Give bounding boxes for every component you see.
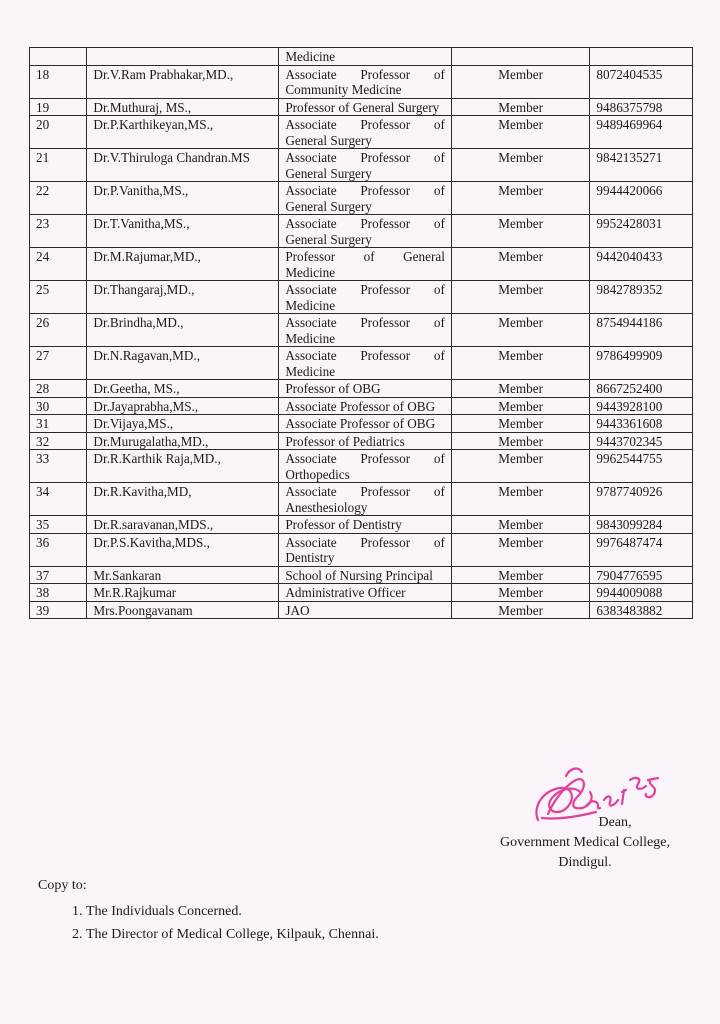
member-role: Member <box>451 65 590 98</box>
row-number: 19 <box>30 98 87 116</box>
copy-to-list <box>38 902 379 945</box>
row-number: 31 <box>30 415 87 433</box>
member-role: Member <box>451 182 590 215</box>
member-role: Member <box>451 314 590 347</box>
signoff-place: Dindigul. <box>558 855 612 870</box>
row-number: 38 <box>30 584 87 602</box>
row-number: 33 <box>30 450 87 483</box>
row-number <box>30 48 87 66</box>
member-name: Mr.R.Rajkumar <box>87 584 279 602</box>
member-role: Member <box>451 516 590 534</box>
signoff-institution: Government Medical College, <box>500 835 670 850</box>
member-phone: 9952428031 <box>590 215 693 248</box>
member-phone: 9489469964 <box>590 116 693 149</box>
row-number: 37 <box>30 566 87 584</box>
row-number: 35 <box>30 516 87 534</box>
table-row <box>30 450 693 483</box>
member-name: Dr.M.Rajumar,MD., <box>87 248 279 281</box>
member-phone: 7904776595 <box>590 566 693 584</box>
copy-to-section <box>38 876 379 948</box>
member-role: Member <box>451 116 590 149</box>
member-phone: 9443361608 <box>590 415 693 433</box>
table-row <box>30 116 693 149</box>
member-designation: Associate Professor of Medicine <box>279 347 452 380</box>
members-table <box>29 47 693 619</box>
row-number: 18 <box>30 65 87 98</box>
member-name: Mr.Sankaran <box>87 566 279 584</box>
member-phone: 9843099284 <box>590 516 693 534</box>
member-phone: 6383483882 <box>590 601 693 619</box>
member-phone: 9944420066 <box>590 182 693 215</box>
table-row <box>30 566 693 584</box>
member-role: Member <box>451 432 590 450</box>
member-role: Member <box>451 483 590 516</box>
member-phone: 8072404535 <box>590 65 693 98</box>
member-role: Member <box>451 98 590 116</box>
row-number: 36 <box>30 533 87 566</box>
member-role: Member <box>451 281 590 314</box>
member-designation: Associate Professor of Community Medicine <box>279 65 452 98</box>
member-name: Dr.P.Karthikeyan,MS., <box>87 116 279 149</box>
table-row <box>30 281 693 314</box>
row-number: 23 <box>30 215 87 248</box>
table-row <box>30 314 693 347</box>
member-designation: Associate Professor of General Surgery <box>279 215 452 248</box>
table-row <box>30 601 693 619</box>
member-name: Dr.R.Karthik Raja,MD., <box>87 450 279 483</box>
member-designation: Associate Professor of General Surgery <box>279 182 452 215</box>
member-phone: 9786499909 <box>590 347 693 380</box>
member-name: Dr.P.Vanitha,MS., <box>87 182 279 215</box>
table-row <box>30 483 693 516</box>
member-role: Member <box>451 215 590 248</box>
table-body <box>30 48 693 619</box>
member-role <box>451 48 590 66</box>
table-row <box>30 248 693 281</box>
member-designation: Professor of OBG <box>279 380 452 398</box>
member-name: Dr.V.Thiruloga Chandran.MS <box>87 149 279 182</box>
table-row <box>30 415 693 433</box>
member-phone: 9962544755 <box>590 450 693 483</box>
row-number: 28 <box>30 380 87 398</box>
member-role: Member <box>451 584 590 602</box>
member-name: Dr.V.Ram Prabhakar,MD., <box>87 65 279 98</box>
member-role: Member <box>451 601 590 619</box>
member-name: Dr.Thangaraj,MD., <box>87 281 279 314</box>
row-number: 20 <box>30 116 87 149</box>
row-number: 30 <box>30 397 87 415</box>
table-row <box>30 533 693 566</box>
member-designation: Associate Professor of Dentistry <box>279 533 452 566</box>
member-phone: 9443928100 <box>590 397 693 415</box>
table-row <box>30 516 693 534</box>
member-role: Member <box>451 248 590 281</box>
member-name: Dr.Murugalatha,MD., <box>87 432 279 450</box>
row-number: 32 <box>30 432 87 450</box>
member-designation: Professor of General Medicine <box>279 248 452 281</box>
member-designation: Professor of General Surgery <box>279 98 452 116</box>
member-name: Dr.P.S.Kavitha,MDS., <box>87 533 279 566</box>
member-phone <box>590 48 693 66</box>
member-name: Dr.R.saravanan,MDS., <box>87 516 279 534</box>
member-phone: 9443702345 <box>590 432 693 450</box>
copy-to-item: 1. The Individuals Concerned. <box>86 902 379 922</box>
member-designation: JAO <box>279 601 452 619</box>
member-designation: Associate Professor of Medicine <box>279 314 452 347</box>
row-number: 25 <box>30 281 87 314</box>
member-phone: 9486375798 <box>590 98 693 116</box>
member-designation: Professor of Dentistry <box>279 516 452 534</box>
member-role: Member <box>451 380 590 398</box>
member-phone: 9442040433 <box>590 248 693 281</box>
member-name: Dr.Geetha, MS., <box>87 380 279 398</box>
copy-to-heading: Copy to: <box>38 878 87 893</box>
signoff-block <box>470 813 700 873</box>
member-designation: Associate Professor of OBG <box>279 397 452 415</box>
member-designation: School of Nursing Principal <box>279 566 452 584</box>
row-number: 27 <box>30 347 87 380</box>
table-row <box>30 65 693 98</box>
member-role: Member <box>451 533 590 566</box>
member-role: Member <box>451 347 590 380</box>
member-phone: 8667252400 <box>590 380 693 398</box>
member-name: Dr.Vijaya,MS., <box>87 415 279 433</box>
member-phone: 9944009088 <box>590 584 693 602</box>
member-role: Member <box>451 149 590 182</box>
member-name: Dr.Muthuraj, MS., <box>87 98 279 116</box>
row-number: 39 <box>30 601 87 619</box>
table-row <box>30 149 693 182</box>
member-designation: Professor of Pediatrics <box>279 432 452 450</box>
member-designation: Associate Professor of Anesthesiology <box>279 483 452 516</box>
member-phone: 9976487474 <box>590 533 693 566</box>
row-number: 26 <box>30 314 87 347</box>
member-name <box>87 48 279 66</box>
member-designation: Associate Professor of General Surgery <box>279 116 452 149</box>
member-name: Mrs.Poongavanam <box>87 601 279 619</box>
table-row <box>30 347 693 380</box>
table-row <box>30 48 693 66</box>
row-number: 24 <box>30 248 87 281</box>
copy-to-item: 2. The Director of Medical College, Kilpauk, Chennai. <box>86 925 379 945</box>
member-name: Dr.T.Vanitha,MS., <box>87 215 279 248</box>
member-designation: Associate Professor of General Surgery <box>279 149 452 182</box>
member-name: Dr.R.Kavitha,MD, <box>87 483 279 516</box>
table-row <box>30 182 693 215</box>
row-number: 21 <box>30 149 87 182</box>
member-phone: 8754944186 <box>590 314 693 347</box>
member-designation: Administrative Officer <box>279 584 452 602</box>
member-designation: Associate Professor of Orthopedics <box>279 450 452 483</box>
member-designation: Medicine <box>279 48 452 66</box>
row-number: 34 <box>30 483 87 516</box>
table-row <box>30 380 693 398</box>
member-designation: Associate Professor of OBG <box>279 415 452 433</box>
member-designation: Associate Professor of Medicine <box>279 281 452 314</box>
member-name: Dr.N.Ragavan,MD., <box>87 347 279 380</box>
member-name: Dr.Brindha,MD., <box>87 314 279 347</box>
member-role: Member <box>451 397 590 415</box>
table-row <box>30 98 693 116</box>
table-row <box>30 432 693 450</box>
member-role: Member <box>451 415 590 433</box>
table-row <box>30 584 693 602</box>
row-number: 22 <box>30 182 87 215</box>
table-row <box>30 215 693 248</box>
table-row <box>30 397 693 415</box>
member-name: Dr.Jayaprabha,MS., <box>87 397 279 415</box>
member-role: Member <box>451 450 590 483</box>
member-phone: 9842789352 <box>590 281 693 314</box>
signoff-title: Dean, <box>598 815 632 830</box>
member-role: Member <box>451 566 590 584</box>
member-phone: 9842135271 <box>590 149 693 182</box>
member-phone: 9787740926 <box>590 483 693 516</box>
